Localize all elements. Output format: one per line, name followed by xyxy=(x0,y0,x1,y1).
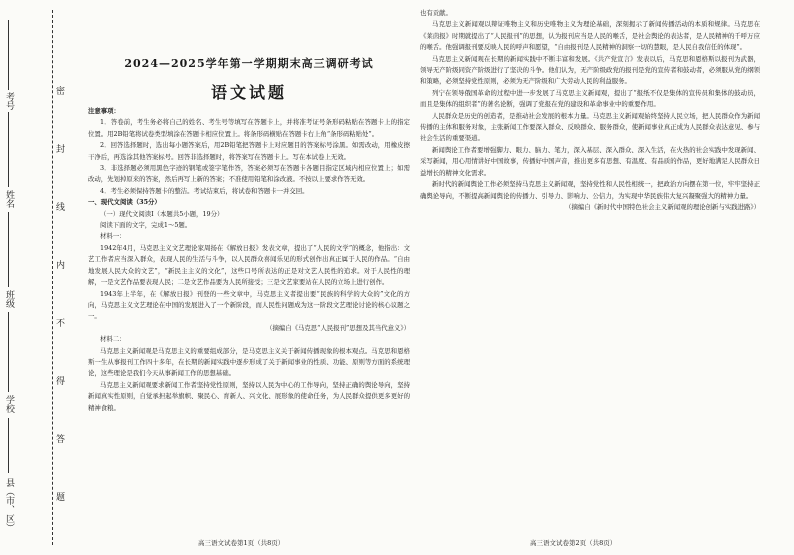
material-paragraph: 1942年4月，马克思主义文艺理论家周扬在《解放日报》发表文章，提出了“人民的文学”的概念，他指出：文艺工作者应当深入群众，表现人民的生活与斗争，以人民群众喜闻乐见的形式创作出真正属于人民的作品。“自由地发展人民大众的文艺”，“新民主主义的文化”，这些口号所表达的正是对文艺人民性的追求。对于人民性的理解，一是文艺作品要表现人民；二是文艺作品要为人民所接受；三是文艺家要站在人民的立场上进行创作。 xyxy=(88,243,410,287)
binding-margin xyxy=(0,0,84,555)
text-paragraph: 也有贡献。 xyxy=(420,9,452,17)
field-underline xyxy=(8,20,9,90)
text-paragraph: 列宁在领导俄国革命的过程中进一步发展了马克思主义新闻观，提出了“报纸不仅是集体的宣传员和集体的鼓动员，而且是集体的组织者”的著名论断，强调了党报在党的建设和革命事业中的重要作用。 xyxy=(420,88,760,109)
notes-heading: 注意事项： xyxy=(88,107,120,115)
field-class: 班级 xyxy=(4,290,14,308)
seal-line xyxy=(52,10,53,545)
field-county: 县（市、区） xyxy=(4,478,14,532)
left-body xyxy=(88,106,410,414)
material-paragraph: 马克思主义新闻观要求新闻工作者坚持党性原则，坚持以人民为中心的工作导向，坚持正确的舆论导向，坚持新闻真实性原则，自觉承担起举旗帜、聚民心、育新人、兴文化、展形象的使命任务，为人民群众提供更多更好的精神食粮。 xyxy=(88,380,410,412)
seal-char: 不 xyxy=(56,319,66,329)
seal-char: 封 xyxy=(56,145,66,155)
material-paragraph: 马克思主义新闻观是马克思主义的重要组成部分，是马克思主义关于新闻传播现象的根本观点。马克思和恩格斯一生从事报刊工作四十多年，在长期的新闻实践中逐步形成了关于新闻事业的性质、功能、原则等方面的系统理论，这些理论是我们今天从事新闻工作的思想基础。 xyxy=(88,346,410,378)
seal-char: 内 xyxy=(56,261,66,271)
note-item: 1．答卷前，考生务必将自己的姓名、考生号等填写在答题卡上，并将准考证号条形码粘贴在答题卡上的指定位置。用2B铅笔将试卷类型填涂在答题卡相应位置上。将条形码横贴在答题卡右上角“条形码粘贴处”。 xyxy=(88,118,410,138)
note-item: 4．考生必须保持答题卡的整洁。考试结束后，将试卷和答题卡一并交回。 xyxy=(100,186,309,195)
note-item: 3．非选择题必须用黑色字迹的钢笔或签字笔作答，答案必须写在答题卡各题目指定区域内相应位置上；如需改动，先划掉原来的答案，然后再写上新的答案；不准使用铅笔和涂改液。不按以上要求作答无效。 xyxy=(88,164,410,184)
text-paragraph: 马克思主义新闻观在长期的新闻实践中不断丰富和发展。《共产党宣言》发表以后，马克思和恩格斯以报刊为武器，领导无产阶级同资产阶级进行了坚决的斗争。他们认为，无产阶级政党的报刊是党的宣传者和鼓动者，必须服从党的纲领和策略，必须坚持党性原则，必须为无产阶级和广大劳动人民的利益服务。 xyxy=(420,54,760,86)
right-column xyxy=(420,0,760,555)
text-paragraph: 人民群众是历史的创造者，是推动社会发展的根本力量。马克思主义新闻观始终坚持人民立场，把人民群众作为新闻传播的主体和服务对象，主张新闻工作要深入群众、反映群众、服务群众，使新闻事业真正成为人民群众表达意见、参与社会生活的重要渠道。 xyxy=(420,111,760,143)
text-paragraph: 马克思主义新闻观以辩证唯物主义和历史唯物主义为理论基础，深刻揭示了新闻传播活动的本质和规律。马克思在《莱茵报》时期就提出了“人民报刊”的思想，认为报刊应当是人民的喉舌，是社会舆论的表达者，是人民精神的千呼万应的喉舌。他强调报刊要反映人民的呼声和愿望，“自由报刊是人民精神的洞察一切的慧眼，是人民自我信任的体现”。 xyxy=(420,20,760,52)
field-underline xyxy=(8,112,9,187)
right-body xyxy=(420,8,760,213)
seal-char: 得 xyxy=(56,377,66,387)
seal-char: 密 xyxy=(56,87,66,97)
left-column xyxy=(88,0,410,555)
material-label: 材料二： xyxy=(100,335,126,344)
page-footer: 高三语文试卷第1页（共8页） xyxy=(198,539,285,547)
field-underline xyxy=(8,212,9,287)
field-school: 学校 xyxy=(4,395,14,413)
text-paragraph: 新时代的新闻舆论工作必须坚持马克思主义新闻观，坚持党性和人民性相统一，把政治方向摆在第一位，牢牢坚持正确舆论导向，不断提高新闻舆论的传播力、引导力、影响力、公信力，为实现中华民族伟大复兴凝聚强大的精神力量。 xyxy=(420,180,760,200)
page-footer: 高三语文试卷第2页（共8页） xyxy=(530,539,617,547)
field-exam-number: 考号 xyxy=(4,92,14,110)
exam-title: 2024—2025学年第一学期期末高三调研考试 xyxy=(124,57,374,70)
field-name: 姓名 xyxy=(4,190,14,208)
subject-title: 语文试题 xyxy=(210,83,287,102)
section-heading: 一、现代文阅读（35分） xyxy=(88,198,161,207)
material-paragraph: 1943年上半年，在《解放日报》刊登的一些文章中，马克思主义者提出要“民族的科学的大众的”文化的方向，马克思主义文艺理论在中国的发展进入了一个新阶段，而人民性问题成为这一阶段文艺理论讨论的核心议题之一。 xyxy=(88,289,410,321)
seal-char: 线 xyxy=(56,203,66,213)
material-source: （摘编自《马克思“人民报刊”思想及其当代意义》） xyxy=(266,323,410,332)
instruction: 阅读下面的文字，完成1～5题。 xyxy=(100,221,192,230)
seal-char: 题 xyxy=(56,493,66,503)
seal-char: 答 xyxy=(56,435,66,445)
note-item: 2．回答选择题时，选出每小题答案后，用2B铅笔把答题卡上对应题目的答案标号涂黑。如需改动，用橡皮擦干净后，再选涂其他答案标号。回答非选择题时，将答案写在答题卡上。写在本试卷上无效。 xyxy=(88,141,410,161)
field-underline xyxy=(8,312,9,392)
text-source: （摘编自《新时代中国特色社会主义新闻观的理论创新与实践进路》） xyxy=(565,202,760,211)
material-label: 材料一： xyxy=(100,232,126,241)
subsection-heading: （一）现代文阅读Ⅰ（本题共5小题，19分） xyxy=(100,209,224,218)
text-paragraph: 新闻舆论工作者要增强脚力、眼力、脑力、笔力，深入基层、深入群众、深入生活，在火热的社会实践中发现新闻、采写新闻，用心用情讲好中国故事，传播好中国声音，推出更多有思想、有温度、有品质的作品，更好地满足人民群众日益增长的精神文化需求。 xyxy=(420,145,760,177)
field-underline xyxy=(8,418,9,473)
